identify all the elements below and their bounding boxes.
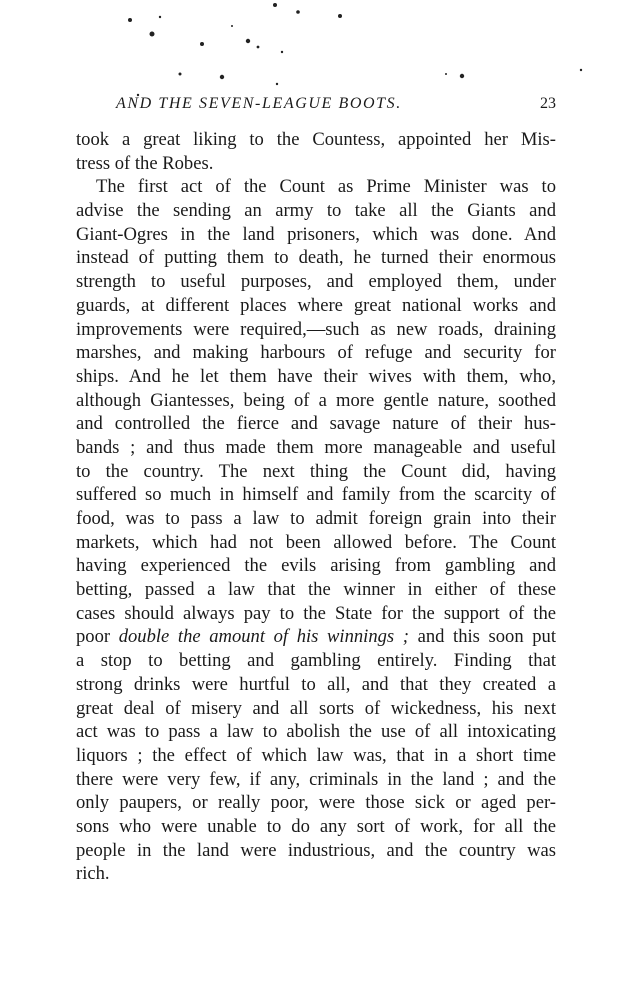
print-specks xyxy=(0,0,637,110)
text-line-content: took a great liking to the Countess, appointed her Mis- xyxy=(76,129,556,150)
text-line-content: tress of the Robes. xyxy=(76,152,214,174)
text-line-content: Giant-Ogres in the land prisoners, which was done. And xyxy=(76,223,556,245)
text-line xyxy=(76,839,556,863)
text-line-content: bands ; and thus made them more manageable and useful xyxy=(76,436,556,458)
running-title: AND THE SEVEN-LEAGUE BOOTS. xyxy=(116,95,402,112)
text-line xyxy=(76,412,556,436)
text-line xyxy=(76,720,556,744)
text-line xyxy=(76,294,556,318)
text-line xyxy=(76,554,556,578)
text-line xyxy=(76,152,556,176)
text-line xyxy=(76,199,556,223)
text-line xyxy=(76,507,556,531)
text-line-content: although Giantesses, being of a more gentle nature, soothed xyxy=(76,389,556,411)
text-line xyxy=(76,649,556,673)
text-line-content: suffered so much in himself and family from the scarcity of xyxy=(76,484,556,506)
text-line xyxy=(76,815,556,839)
text-line-content: having experienced the evils arising from gambling and xyxy=(76,555,556,577)
text-line-content: poor xyxy=(76,626,119,648)
text-line-content: strong drinks were hurtful to all, and that they created a xyxy=(76,673,556,695)
text-line xyxy=(76,483,556,507)
text-line xyxy=(76,791,556,815)
text-line xyxy=(76,341,556,365)
text-line-content: there were very few, if any, criminals in the land ; and the xyxy=(76,768,556,790)
text-line xyxy=(76,625,556,649)
text-line xyxy=(76,697,556,721)
page-number: 23 xyxy=(540,95,556,112)
text-line xyxy=(76,673,556,697)
text-line-content: only paupers, or really poor, were those sick or aged per- xyxy=(76,792,556,814)
text-line-content: great deal of misery and all sorts of wickedness, his next xyxy=(76,697,556,719)
emphasized-text: double the amount of his winnings ; xyxy=(118,626,409,648)
text-line-content: markets, which had not been allowed before. The Count xyxy=(76,531,556,553)
text-line-content: liquors ; the effect of which law was, that in a short time xyxy=(76,744,556,766)
text-line xyxy=(76,744,556,768)
text-line-content: and this soon put xyxy=(408,626,556,648)
text-line xyxy=(76,531,556,555)
text-line-content: guards, at different places where great national works and xyxy=(76,294,556,316)
text-line-content: rich. xyxy=(76,863,110,885)
body-text xyxy=(76,128,556,886)
text-line-content: ships. And he let them have their wives with them, who, xyxy=(76,365,556,387)
text-line xyxy=(76,128,556,152)
text-line xyxy=(76,436,556,460)
text-line xyxy=(76,365,556,389)
text-line xyxy=(76,862,556,886)
text-line-content: act was to pass a law to abolish the use of all intoxicating xyxy=(76,721,556,743)
text-line xyxy=(76,175,556,199)
text-line xyxy=(76,223,556,247)
text-line-content: marshes, and making harbours of refuge and security for xyxy=(76,342,556,364)
text-line-content: food, was to pass a law to admit foreign grain into their xyxy=(76,508,556,529)
running-head xyxy=(76,95,556,119)
text-line-content: and controlled the fierce and savage nature of their hus- xyxy=(76,413,556,435)
text-line-content: betting, passed a law that the winner in either of these xyxy=(76,579,556,601)
text-line xyxy=(76,460,556,484)
text-line-content: cases should always pay to the State for the support of the xyxy=(76,602,556,624)
text-line-content: people in the land were industrious, and the country was xyxy=(76,839,556,861)
text-line-content: improvements were required,—such as new roads, draining xyxy=(76,318,556,340)
text-line xyxy=(76,246,556,270)
text-line-content: instead of putting them to death, he turned their enormous xyxy=(76,247,556,269)
text-line xyxy=(76,270,556,294)
text-line xyxy=(76,578,556,602)
text-line xyxy=(76,389,556,413)
text-line-content: a stop to betting and gambling entirely. Finding that xyxy=(76,650,556,672)
text-line-content: strength to useful purposes, and employed them, under xyxy=(76,271,556,293)
text-line xyxy=(76,318,556,342)
text-line-content: advise the sending an army to take all the Giants and xyxy=(76,200,556,222)
text-line xyxy=(76,768,556,792)
text-line-content: to the country. The next thing the Count did, having xyxy=(76,460,556,482)
text-line-content: sons who were unable to do any sort of work, for all the xyxy=(76,815,556,837)
text-line-content: The first act of the Count as Prime Minister was to xyxy=(96,176,556,198)
text-line xyxy=(76,602,556,626)
